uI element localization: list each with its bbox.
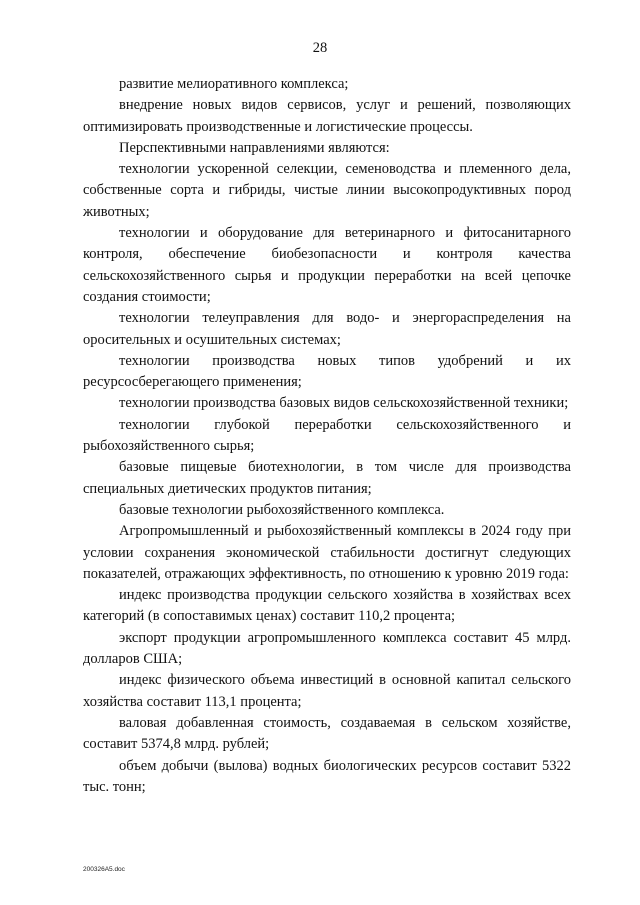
paragraph-veterinary-control: технологии и оборудование для ветеринарного и фитосанитарного контроля, обеспечение биобезопасности и контроля качества сельскохозяйственного сырья и продукции переработки на всей цепочке создания стоимости; bbox=[83, 225, 571, 305]
paragraph-deep-processing: технологии глубокой переработки сельскохозяйственного и рыбохозяйственного сырья; bbox=[83, 416, 571, 455]
paragraph-fertilizers: технологии производства новых типов удобрений и их ресурсосберегающего применения; bbox=[83, 352, 571, 391]
paragraph-selection-technologies: технологии ускоренной селекции, семеноводства и племенного дела, собственные сорта и гибриды, чистые линии высокопродуктивных пород животных; bbox=[83, 161, 571, 220]
footer-file-name: 200326А5.doc bbox=[83, 866, 125, 873]
paragraph-targets-intro: Агропромышленный и рыбохозяйственный комплексы в 2024 году при условии сохранения экономической стабильности достигнут следующих показателей, отражающих эффективность, по отношению к уровню 2019 года: bbox=[83, 523, 571, 582]
paragraph-fishery-tech: базовые технологии рыбохозяйственного комплекса. bbox=[119, 501, 445, 518]
paragraph-agricultural-machinery: технологии производства базовых видов сельскохозяйственной техники; bbox=[119, 395, 569, 412]
page-number: 28 bbox=[312, 40, 328, 56]
paragraph-food-biotech: базовые пищевые биотехнологии, в том числе для производства специальных диетических продуктов питания; bbox=[83, 459, 571, 497]
paragraph-production-index: индекс производства продукции сельского хозяйства в хозяйствах всех категорий (в сопоставимых ценах) составит 110,2 процента; bbox=[83, 587, 571, 625]
paragraph-new-services: внедрение новых видов сервисов, услуг и решений, позволяющих оптимизировать производственные и логистические процессы. bbox=[83, 97, 571, 135]
paragraph-land-reclamation: развитие мелиоративного комплекса; bbox=[119, 76, 349, 92]
paragraph-remote-control: технологии телеуправления для водо- и энергораспределения на оросительных и осушительных системах; bbox=[83, 310, 571, 348]
paragraph-fish-catch: объем добычи (вылова) водных биологических ресурсов составит 5322 тыс. тонн; bbox=[83, 757, 571, 795]
paragraph-export: экспорт продукции агропромышленного комплекса составит 45 млрд. долларов США; bbox=[83, 629, 571, 668]
paragraph-investment-index: индекс физического объема инвестиций в основной капитал сельского хозяйства составит 113,1 процента; bbox=[83, 672, 571, 710]
paragraph-gross-value-added: валовая добавленная стоимость, создаваемая в сельском хозяйстве, составит 5374,8 млрд. рублей; bbox=[83, 714, 571, 753]
paragraph-promising-directions-heading: Перспективными направлениями являются: bbox=[119, 139, 390, 156]
document-body bbox=[83, 74, 571, 798]
